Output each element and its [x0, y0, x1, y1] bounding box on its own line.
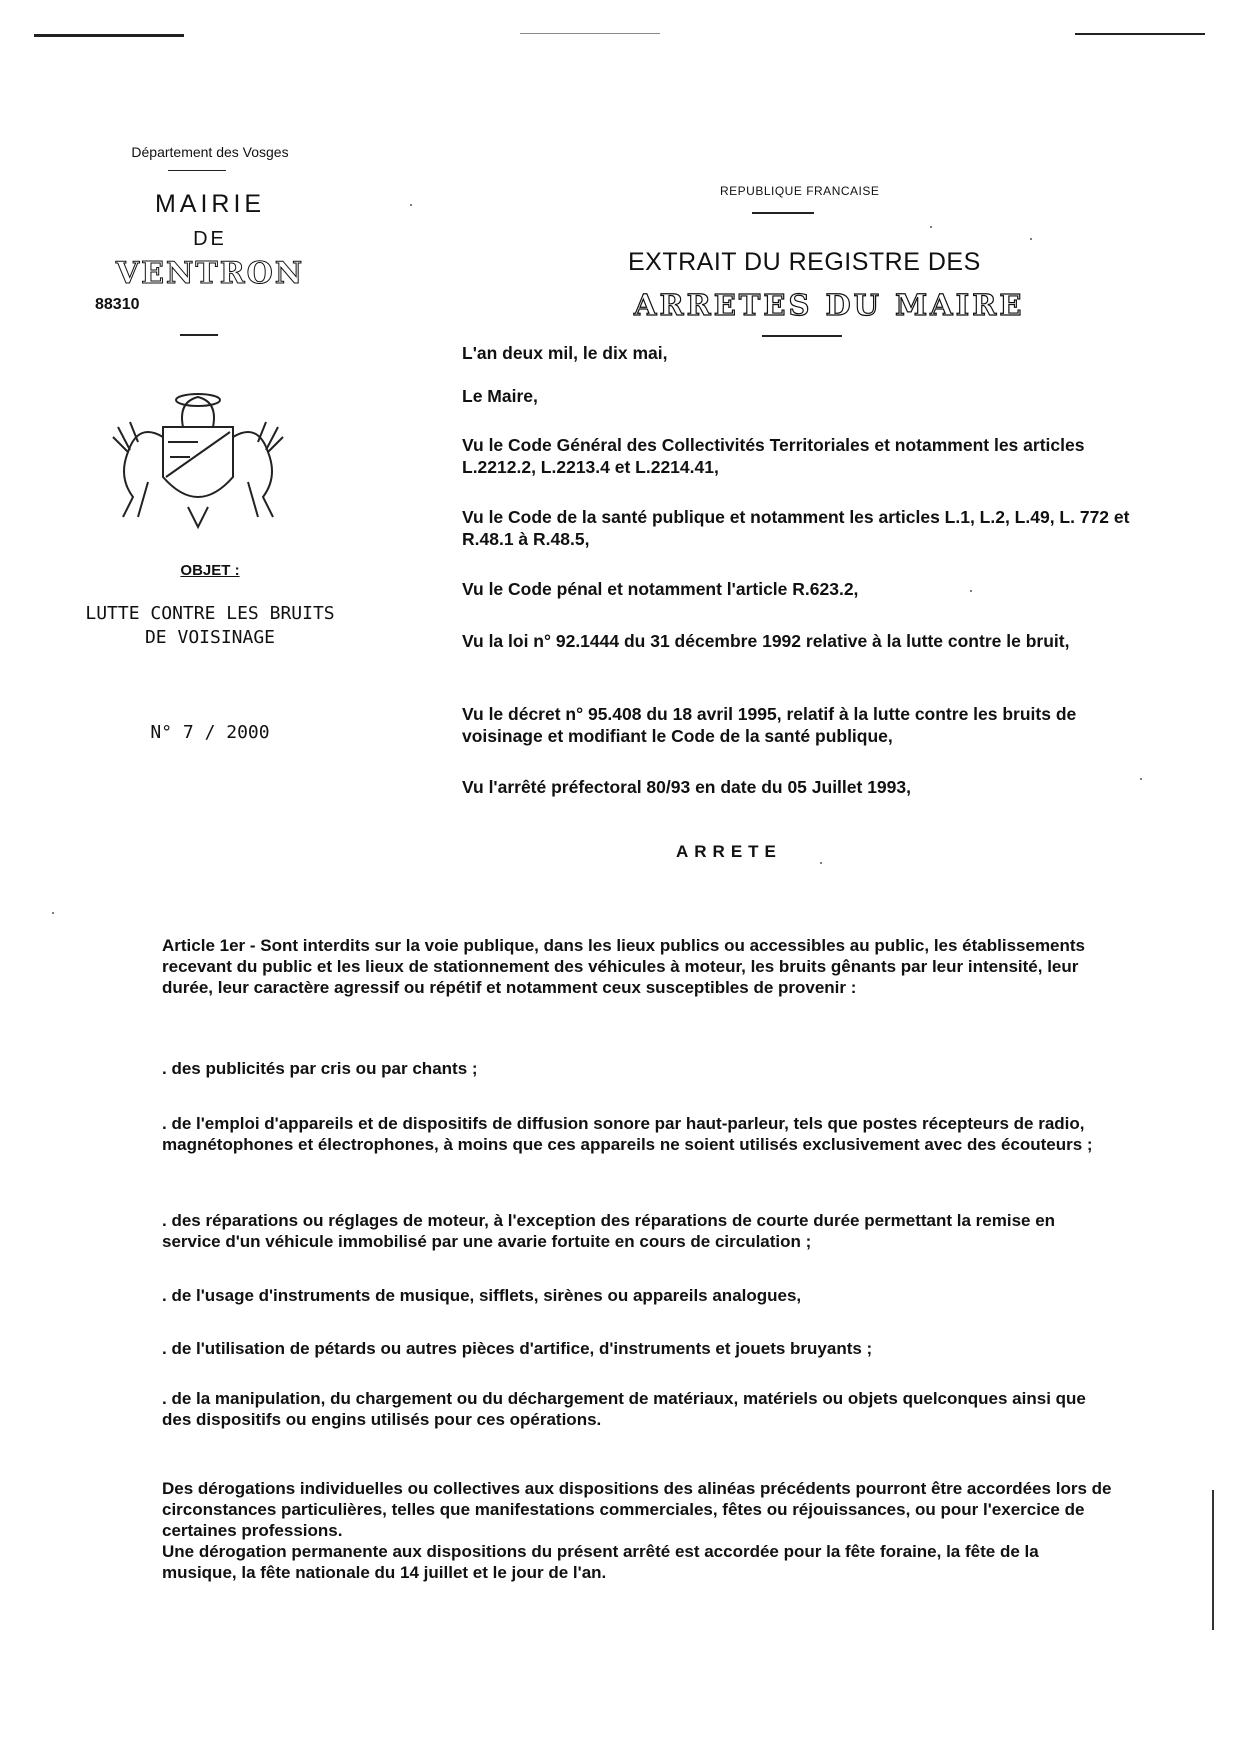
department-label: Département des Vosges: [131, 144, 289, 160]
arretes-rule: [762, 335, 842, 337]
scan-speck: [1030, 238, 1032, 240]
coat-of-arms-emblem: [108, 382, 288, 532]
preamble-date: L'an deux mil, le dix mai,: [462, 343, 668, 363]
mairie-label: MAIRIE: [154, 190, 266, 218]
scan-speck: [52, 912, 54, 914]
commune-name: VENTRON: [115, 256, 305, 291]
scan-speck: [410, 204, 412, 206]
postal-code: 88310: [95, 296, 140, 313]
scan-speck: [820, 862, 822, 864]
extrait-title: EXTRAIT DU REGISTRE DES: [628, 248, 981, 276]
republique-rule: [752, 212, 814, 214]
objet-line-2: DE VOISINAGE: [144, 627, 276, 648]
article-1-item: . de l'utilisation de pétards ou autres pièces d'artifice, d'instruments et jouets bruyants ;: [162, 1339, 873, 1358]
article-1-item: . de l'emploi d'appareils et de dispositifs de diffusion sonore par haut-parleur, tels que postes récepteurs de radio, magnétophones et électrophones, à moins que ces appareils ne soient utilisés exclusivement avec des écouteurs ;: [162, 1114, 1093, 1154]
objet-subject: [60, 602, 360, 650]
preamble-vu-loi: Vu la loi n° 92.1444 du 31 décembre 1992 relative à la lutte contre le bruit,: [462, 631, 1070, 651]
scan-speck: [970, 590, 972, 592]
scan-margin-mark: [1212, 1490, 1214, 1630]
scan-edge-line: [1075, 33, 1205, 35]
derogations-paragraph: Des dérogations individuelles ou collectives aux dispositions des alinéas précédents pourront être accordées lors de circonstances particulières, telles que manifestations commerciales, fêtes ou réjouissances, ou pour l'exercice de certaines professions.: [162, 1479, 1112, 1540]
de-label: DE: [193, 228, 227, 250]
derogation-permanente-paragraph: Une dérogation permanente aux dispositions du présent arrêté est accordée pour la fête foraine, la fête de la musique, la fête nationale du 14 juillet et le jour de l'an.: [162, 1542, 1039, 1582]
preamble-maire: Le Maire,: [462, 386, 538, 406]
preamble-vu-sante: Vu le Code de la santé publique et notamment les articles L.1, L.2, L.49, L. 772 et R.48.1 à R.48.5,: [462, 507, 1130, 549]
objet-line-1: LUTTE CONTRE LES BRUITS: [85, 603, 335, 624]
decision-number: N° 7 / 2000: [150, 722, 270, 743]
article-1-item: . de la manipulation, du chargement ou du déchargement de matériaux, matériels ou objets quelconques ainsi que des dispositifs ou engins utilisés pour ces opérations.: [162, 1389, 1086, 1429]
republique-francaise-label: REPUBLIQUE FRANCAISE: [720, 184, 880, 198]
scan-edge-line: [34, 34, 184, 37]
commune-rule: [180, 334, 218, 336]
scan-edge-line: [520, 33, 660, 34]
article-1-intro: Article 1er - Sont interdits sur la voie publique, dans les lieux publics ou accessibles au public, les établissements recevant du public et les lieux de stationnement des véhicules à moteur, les bruits gênants par leur intensité, leur durée, leur caractère agressif ou répétif et notamment ceux susceptibles de provenir :: [162, 936, 1086, 997]
preamble-vu-decret: Vu le décret n° 95.408 du 18 avril 1995, relatif à la lutte contre les bruits de voisinage et modifiant le Code de la santé publique,: [462, 704, 1077, 746]
arrete-heading: ARRETE: [676, 842, 782, 861]
scan-speck: [1140, 778, 1142, 780]
arretes-title: ARRETES DU MAIRE: [634, 288, 1025, 322]
preamble-vu-penal: Vu le Code pénal et notamment l'article R.623.2,: [462, 579, 859, 599]
article-1-item: . des publicités par cris ou par chants ;: [162, 1059, 478, 1078]
dept-underline: [168, 170, 226, 171]
objet-label: OBJET :: [180, 562, 240, 579]
article-1-item: . des réparations ou réglages de moteur, à l'exception des réparations de courte durée permettant la remise en service d'un véhicule immobilisé par une avarie fortuite en cours de circulation ;: [162, 1211, 1056, 1251]
scan-speck: [930, 226, 932, 228]
article-1-item: . de l'usage d'instruments de musique, sifflets, sirènes ou appareils analogues,: [162, 1286, 802, 1305]
preamble-vu-arrete: Vu l'arrêté préfectoral 80/93 en date du 05 Juillet 1993,: [462, 777, 911, 797]
preamble-vu-cgct: Vu le Code Général des Collectivités Territoriales et notamment les articles L.2212.2, L.2213.4 et L.2214.41,: [462, 435, 1085, 477]
